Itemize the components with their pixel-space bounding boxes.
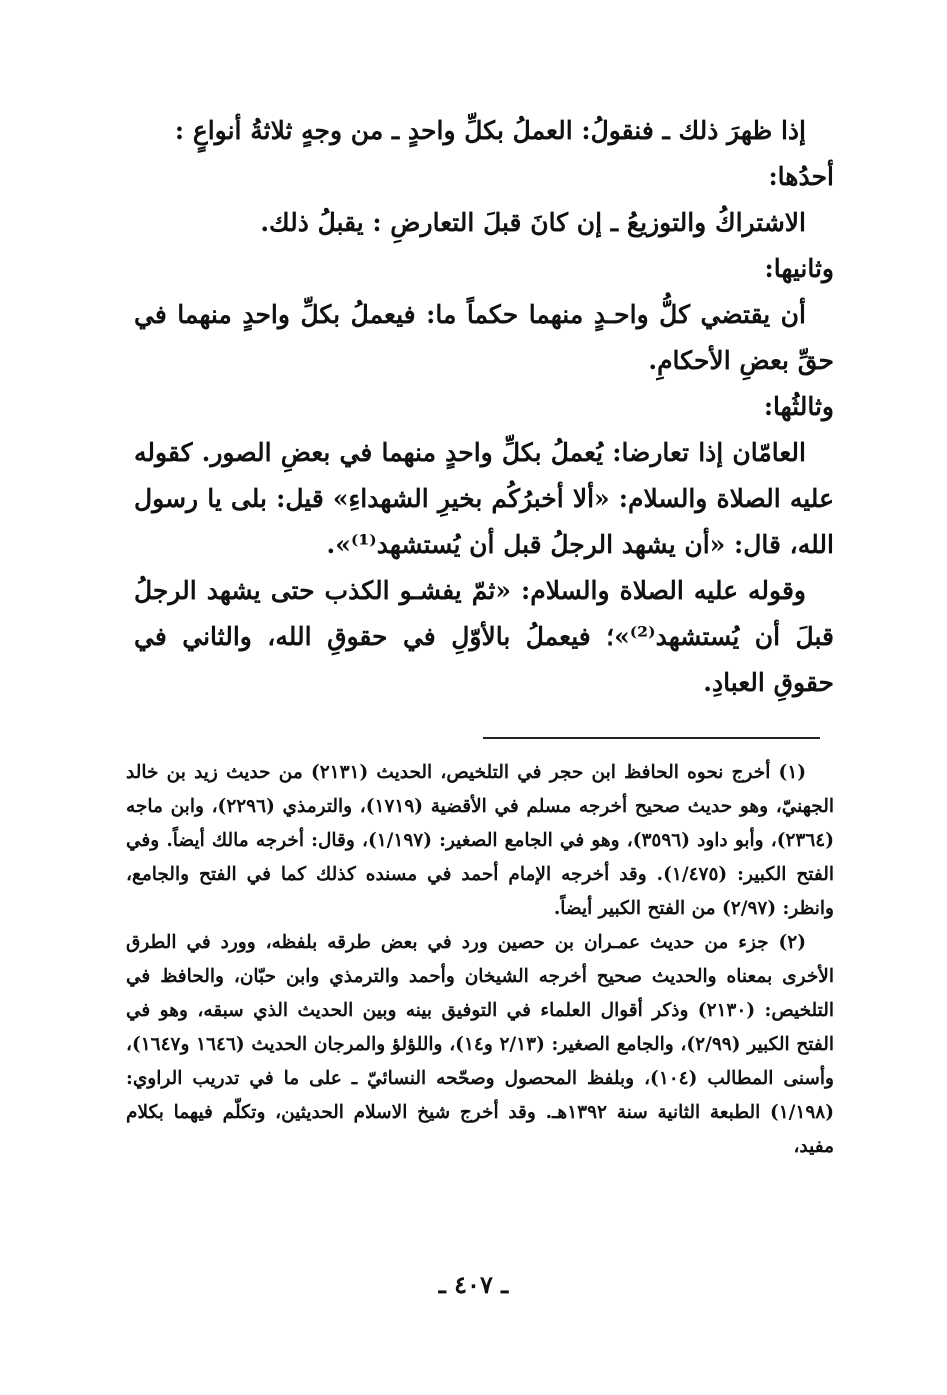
heading-third: وثالثُها: (763, 392, 834, 421)
heading-second: وثانيها: (764, 254, 834, 283)
footnote-2: (٢) جزء من حديث عمـران بن حصين ورد في بعض طرقه بلفظه، وورد في الطرق الأخرى بمعناه والحديث صحيح أخرجه الشيخان وأحمد والترمذي وابن حبّان، والحافظ في التلخيص: (٢١٣٠) وذكر أقوال العلماء في التوفيق بينه وبين الحديث الذي سبقه، وهو في الفتح الكبير (٢/٩٩)، والجامع الصغير: (٢/١٣ و١٤)، واللؤلؤ والمرجان الحديث (١٦٤٦ و١٦٤٧)، وأسنى المطالب (١٠٤)، وبلفظ المحصول وصحّحه النسائيّ ـ على ما في تدريب الراوي: (١/١٩٨) الطبعة الثانية سنة ١٣٩٢هـ. وقد أخرج شيخ الاسلام الحديثين، وتكلّم فيهما بكلام مفيد، (126, 932, 835, 1157)
footnotes (126, 756, 834, 1164)
page-number: ـ ٤٠٧ ـ (438, 1270, 509, 1299)
paragraph-second-type: أن يقتضي كلُّ واحـدٍ منهما حكماً ما: فيعملُ بكلِّ واحدٍ منهما في حقِّ بعضِ الأحكامِ. (134, 300, 834, 375)
paragraph-second-hadith: وقوله عليه الصلاة والسلام: «ثمّ يفشـو الكذب حتى يشهد الرجلُ قبلَ أن يُستشهد⁽²⁾»؛ فيعملُ بالأوّلِ في حقوقِ الله، والثاني في حقوقِ العبادِ. (134, 576, 834, 697)
footnote-1: (١) أخرج نحوه الحافظ ابن حجر في التلخيص، الحديث (٢١٣١) من حديث زيد بن خالد الجهنيّ، وهو حديث صحيح أخرجه مسلم في الأقضية (١٧١٩)، والترمذي (٢٢٩٦)، وابن ماجه (٢٣٦٤)، وأبو داود (٣٥٩٦)، وهو في الجامع الصغير: (١/١٩٧)، وقال: أخرجه مالك أيضاً. وفي الفتح الكبير: (١/٤٧٥). وقد أخرجه الإمام أحمد في مسنده كذلك كما في الفتح والجامع، وانظر: (٢/٩٧) من الفتح الكبير أيضاً. (126, 762, 834, 919)
heading-first: أحدُها: (768, 162, 834, 191)
paragraph-intro: إذا ظهرَ ذلك ـ فنقولُ: العملُ بكلِّ واحدٍ ـ من وجهٍ ثلاثةُ أنواعٍ : (174, 116, 806, 145)
paragraph-first-type: الاشتراكُ والتوزيعُ ـ إن كانَ قبلَ التعارضِ : يقبلُ ذلك. (260, 208, 806, 237)
footnote-divider (483, 737, 820, 739)
main-text (134, 108, 834, 706)
paragraph-third-type: العامّان إذا تعارضا: يُعملُ بكلِّ واحدٍ منهما في بعضِ الصور. كقوله عليه الصلاة والسلام: «ألا أخبرُكُم بخيرِ الشهداءِ» قيل: بلى يا رسول الله، قال: «أن يشهد الرجلُ قبل أن يُستشهد⁽¹⁾». (134, 438, 834, 559)
